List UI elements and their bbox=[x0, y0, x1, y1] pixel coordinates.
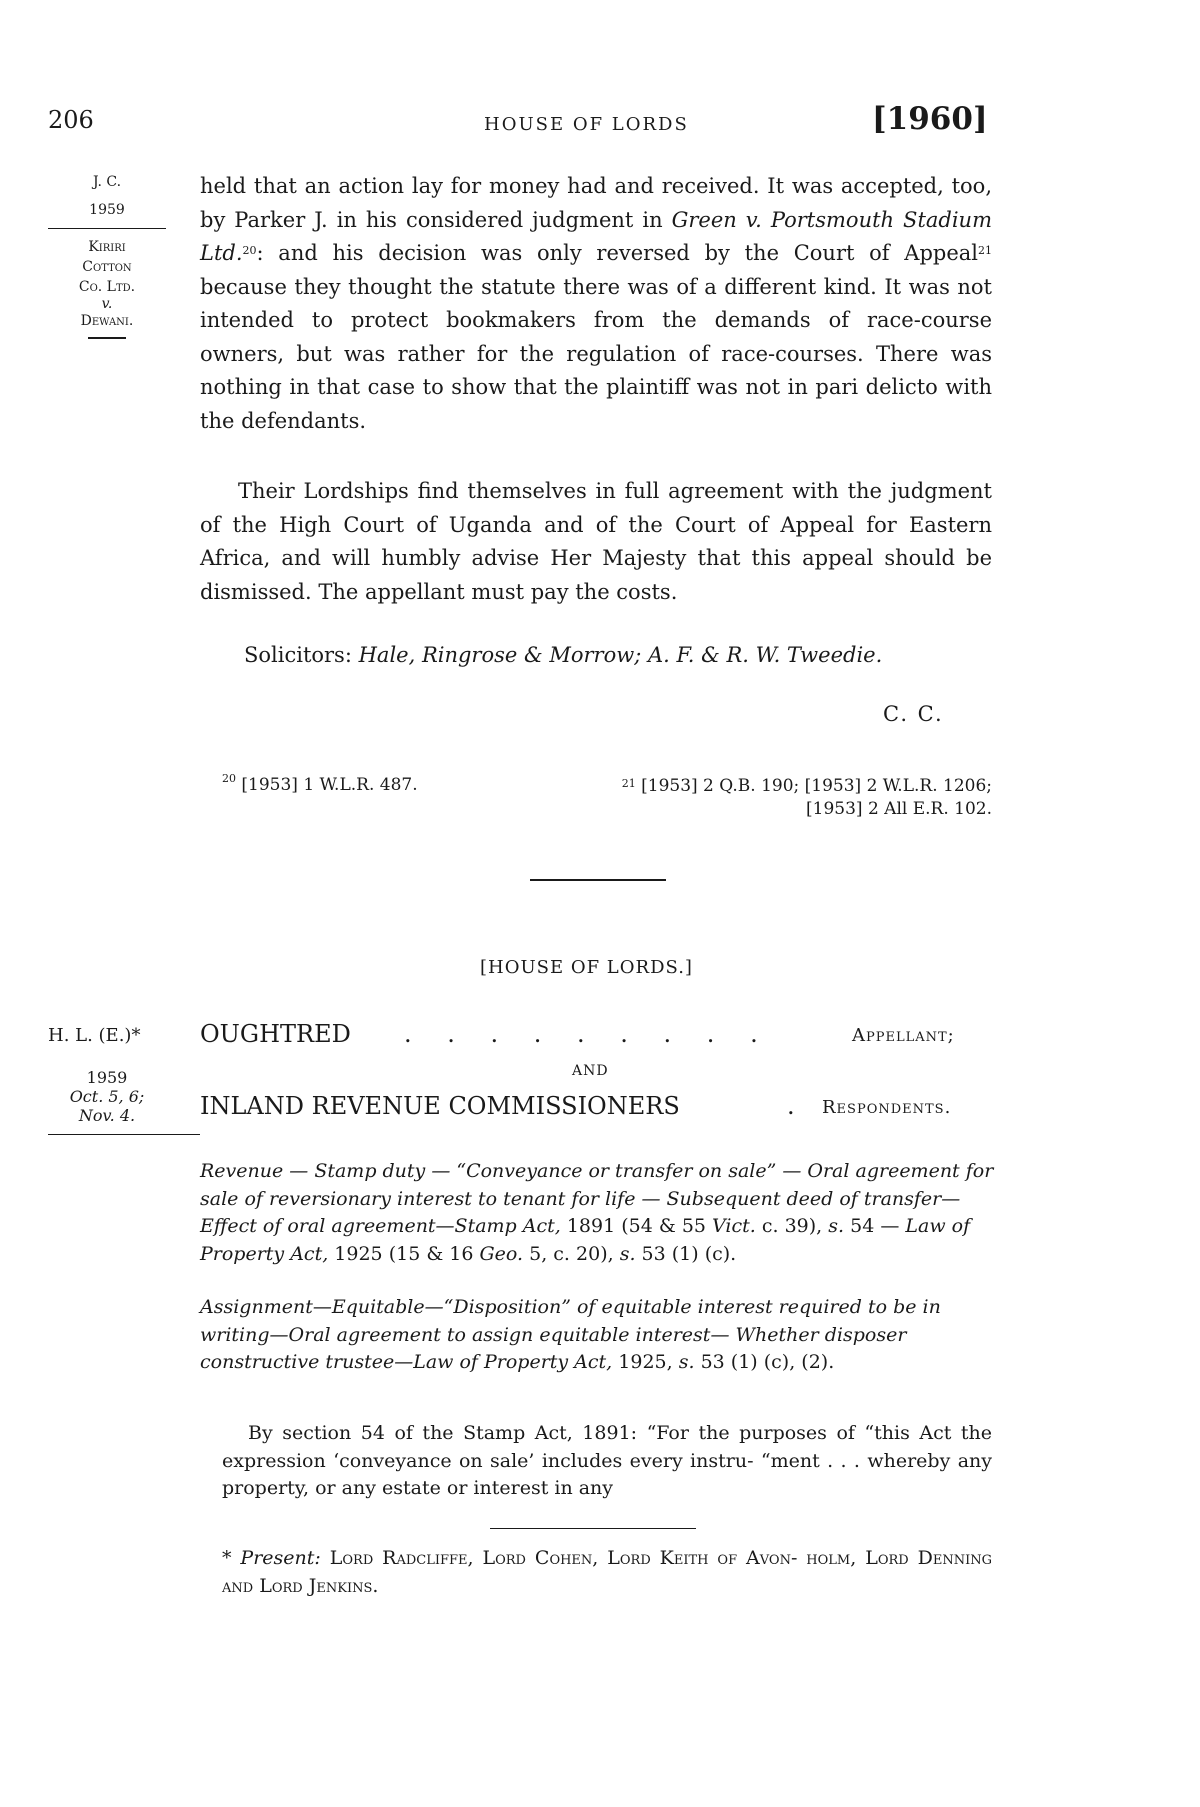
hearing-date: Oct. 5, 6; bbox=[69, 1087, 145, 1106]
margin-party: Cotton bbox=[82, 259, 132, 275]
margin-party: Co. Ltd. bbox=[78, 279, 136, 295]
margin-short-rule bbox=[88, 337, 126, 339]
volume-year: [1960] bbox=[872, 101, 988, 137]
judgment-paragraph: held that an action lay for money had and received. It was accepted, too, by Parker J. in his considered judgment in Green v. Portsmouth Stadium Ltd.$^{20}$: and his decision was only reversed by the Court of Appeal$^{21}$ because they thought the statute there was of a different kind. It was not intended to protect bookmakers from the demands of race-course owners, but was rather for the regulation of race-courses. There was nothing in that case to show that the plaintiff was not in pari delicto with the defendants. bbox=[200, 174, 992, 433]
margin-party: Dewani. bbox=[80, 313, 134, 329]
page-number: 206 bbox=[48, 106, 94, 134]
catchwords: Assignment—Equitable—“Disposition” of equitable interest required to be in writing—Oral agreement to assign equitable interest— Whether disposer constructive trustee—Law of Property Act, 1925, s. 53 (1) (c), (2). bbox=[200, 1296, 941, 1373]
court-label: H. L. (E.)* bbox=[48, 1025, 141, 1046]
and-word: AND bbox=[572, 1063, 609, 1079]
footnote: $^{21}$ [1953] 2 Q.B. 190; [1953] 2 W.L.R. 1206; [1953] 2 All E.R. 102. bbox=[621, 776, 992, 819]
hearing-dates bbox=[48, 1068, 166, 1125]
statute-quote-paragraph: By section 54 of the Stamp Act, 1891: “For the purposes of “this Act the expression ‘conveyance on sale’ includes every instru- “ment . . . whereby any property, or any estate or interest in any bbox=[222, 1422, 992, 1499]
court-heading: [HOUSE OF LORDS.] bbox=[480, 957, 693, 978]
footnote-divider bbox=[490, 1528, 696, 1529]
respondent-name: INLAND REVENUE COMMISSIONERS bbox=[200, 1092, 680, 1120]
hearing-year: 1959 bbox=[86, 1068, 128, 1087]
leader-dot: . bbox=[787, 1092, 795, 1120]
margin-year: 1959 bbox=[89, 202, 125, 218]
appellant-role: Appellant; bbox=[852, 1025, 955, 1046]
margin-divider bbox=[48, 228, 166, 229]
present-footnote: * Present: Lord Radcliffe, Lord Cohen, Lord Keith of Avon- holm, Lord Denning and Lord Jenkins. bbox=[222, 1547, 992, 1597]
margin-divider bbox=[48, 1134, 200, 1135]
leader-dots: . . . . . . . . . bbox=[404, 1020, 772, 1048]
respondent-role: Respondents. bbox=[822, 1097, 952, 1118]
hearing-date: Nov. 4. bbox=[78, 1106, 136, 1125]
margin-party: Kiriri bbox=[88, 239, 126, 255]
appellant-name: OUGHTRED bbox=[200, 1020, 351, 1048]
section-divider bbox=[530, 879, 666, 881]
solicitors-line: Solicitors: Hale, Ringrose & Morrow; A. F. & R. W. Tweedie. bbox=[244, 643, 883, 667]
running-title: HOUSE OF LORDS bbox=[484, 114, 689, 135]
reporter-initials: C. C. bbox=[883, 702, 944, 726]
catchwords: Revenue — Stamp duty — “Conveyance or transfer on sale” — Oral agreement for sale of reversionary interest to tenant for life — Subsequent deed of transfer—Effect of oral agreement—Stamp Act, 1891 (54 & 55 Vict. c. 39), s. 54 — Law of Property Act, 1925 (15 & 16 Geo. 5, c. 20), s. 53 (1) (c). bbox=[200, 1160, 994, 1265]
judgment-paragraph: Their Lordships find themselves in full agreement with the judgment of the High Court of Uganda and of the Court of Appeal for Eastern Africa, and will humbly advise Her Majesty that this appeal should be dismissed. The appellant must pay the costs. bbox=[200, 479, 992, 604]
footnote-ref: 20 bbox=[242, 244, 257, 257]
margin-court: J. C. bbox=[92, 174, 122, 190]
case-citation: Green v. Portsmouth Stadium Ltd. bbox=[200, 207, 992, 265]
footnote-ref: 21 bbox=[978, 244, 992, 257]
case-margin-note bbox=[48, 172, 166, 339]
footnote: $^{20}$ [1953] 1 W.L.R. 487. bbox=[222, 772, 418, 795]
margin-versus: v. bbox=[101, 296, 113, 312]
